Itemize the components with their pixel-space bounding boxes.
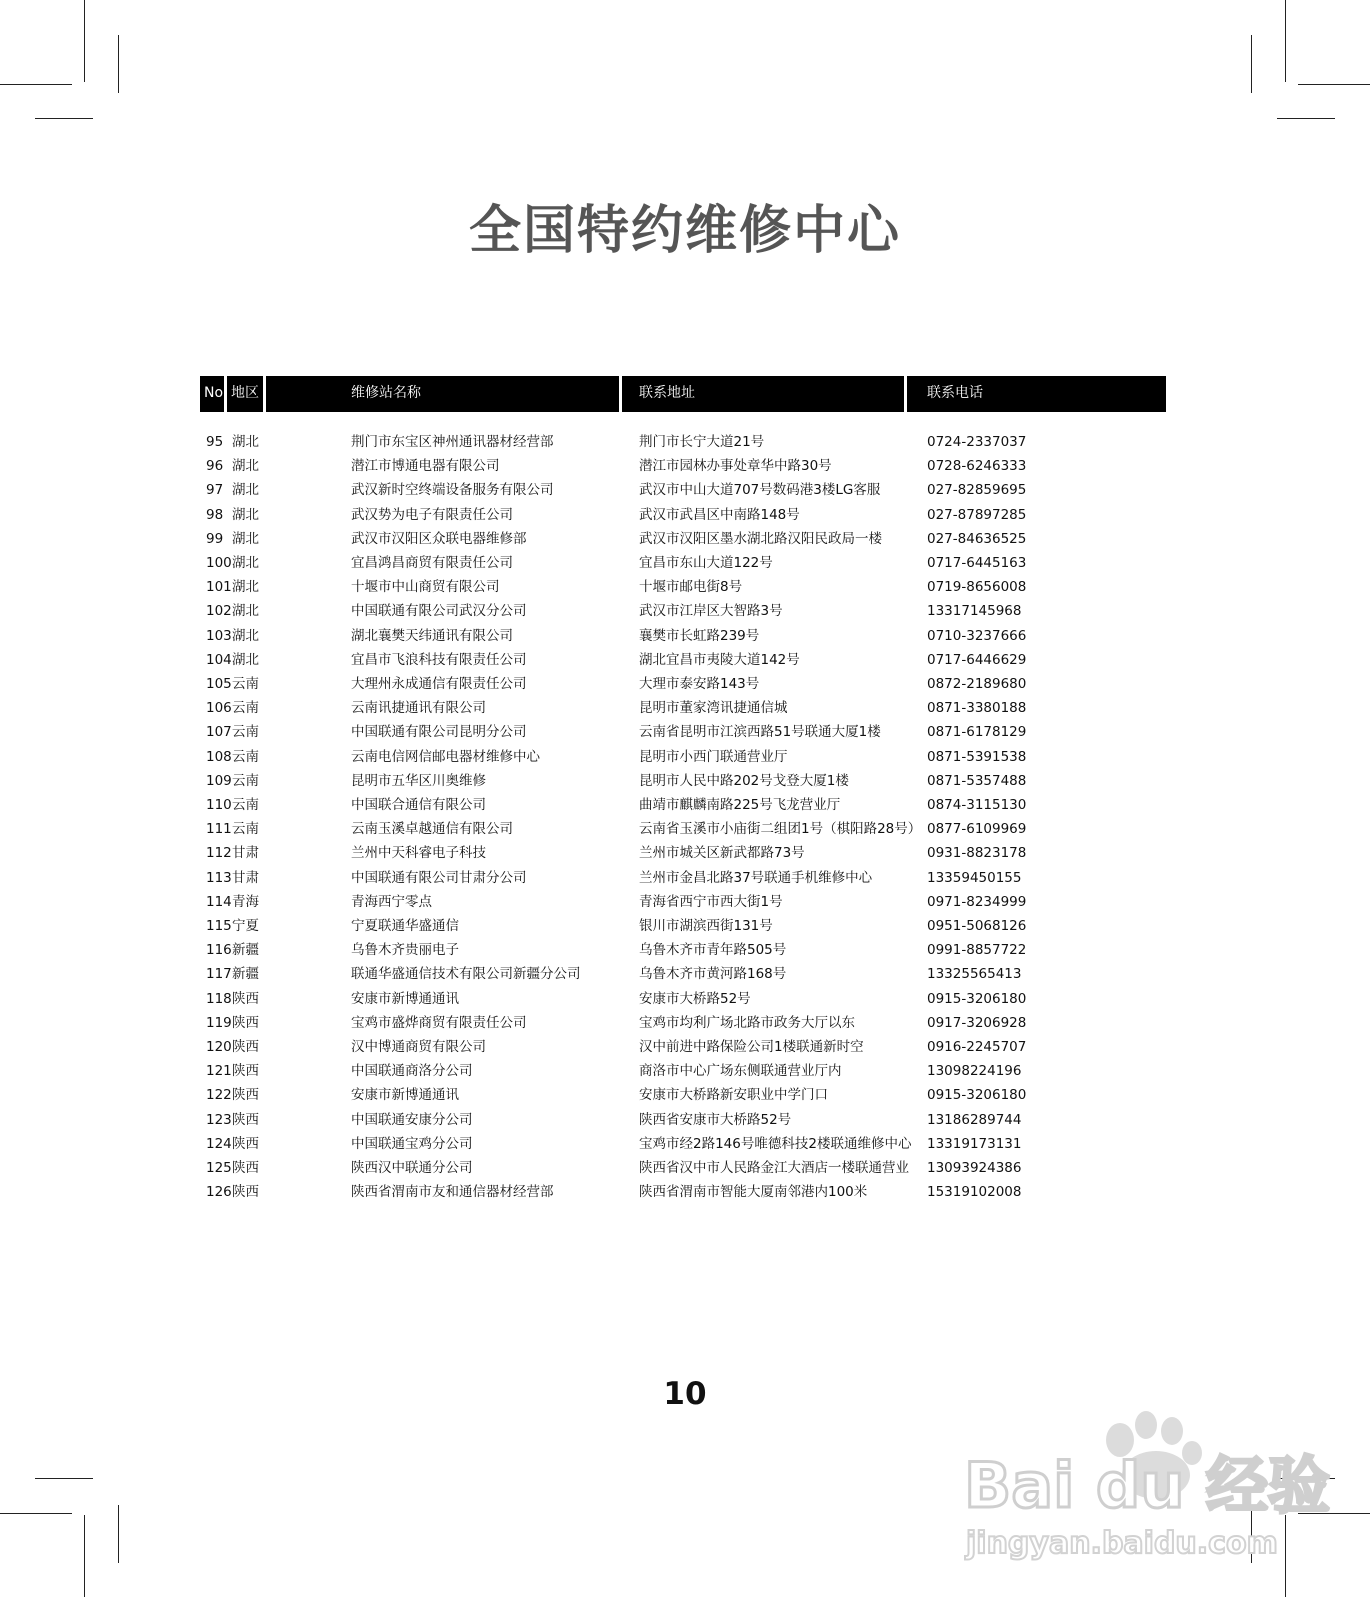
row-phone: 13186289744 (927, 1111, 1022, 1128)
table-row (0, 1132, 1370, 1156)
table-row (0, 1108, 1370, 1132)
row-phone: 13359450155 (927, 869, 1022, 886)
crop-mark (35, 1478, 93, 1479)
row-phone: 0951-5068126 (927, 918, 1027, 934)
crop-mark (1285, 0, 1286, 82)
row-name: 中国联通有限公司昆明分公司 (351, 724, 527, 741)
row-no: 123 (206, 1111, 232, 1128)
table-row (0, 866, 1370, 890)
row-region: 陕西 (232, 1087, 259, 1104)
table-row (0, 478, 1370, 502)
crop-mark (118, 1505, 119, 1563)
row-no: 121 (206, 1063, 232, 1080)
crop-mark (35, 118, 93, 119)
header-no: No (200, 376, 224, 412)
row-name: 武汉新时空终端设备服务有限公司 (351, 482, 554, 499)
table-header (0, 376, 1370, 412)
row-region: 湖北 (232, 482, 259, 499)
crop-mark (84, 1515, 85, 1597)
row-no: 122 (206, 1087, 232, 1104)
row-name: 中国联通宝鸡分公司 (351, 1135, 473, 1152)
row-no: 107 (206, 724, 232, 741)
table-row (0, 841, 1370, 865)
row-address: 武汉市汉阳区墨水湖北路汉阳民政局一楼 (639, 530, 882, 547)
row-address: 乌鲁木齐市黄河路168号 (639, 966, 787, 983)
row-no: 105 (206, 676, 232, 692)
row-phone: 027-82859695 (927, 482, 1027, 499)
table-row (0, 696, 1370, 720)
table-row (0, 1180, 1370, 1204)
table-row (0, 1083, 1370, 1107)
row-address: 宝鸡市经2路146号唯德科技2楼联通维修中心 (639, 1135, 912, 1152)
row-region: 甘肃 (232, 845, 259, 862)
row-no: 118 (206, 990, 232, 1007)
row-phone: 0931-8823178 (927, 845, 1027, 862)
table-row (0, 672, 1370, 696)
table-row (0, 454, 1370, 478)
row-no: 97 (206, 482, 224, 499)
row-region: 陕西 (232, 1111, 259, 1128)
row-name: 安康市新博通通讯 (351, 1087, 459, 1104)
row-name: 陕西汉中联通分公司 (351, 1160, 473, 1176)
row-name: 湖北襄樊天纬通讯有限公司 (351, 627, 513, 644)
table-row (0, 599, 1370, 623)
row-name: 宝鸡市盛烨商贸有限责任公司 (351, 1014, 527, 1031)
row-name: 中国联通有限公司甘肃分公司 (351, 869, 527, 886)
crop-mark (0, 84, 72, 85)
row-address: 兰州市城关区新武都路73号 (639, 845, 805, 862)
row-region: 湖北 (232, 651, 259, 668)
row-no: 108 (206, 748, 232, 765)
row-region: 新疆 (232, 966, 259, 983)
table-row (0, 503, 1370, 527)
row-phone: 0717-6445163 (927, 555, 1027, 571)
table-row (0, 769, 1370, 793)
row-region: 湖北 (232, 434, 259, 450)
table-row (0, 624, 1370, 648)
table-row (0, 527, 1370, 551)
row-address: 武汉市武昌区中南路148号 (639, 506, 800, 523)
row-region: 陕西 (232, 990, 259, 1007)
row-address: 乌鲁木齐市青年路505号 (639, 942, 787, 959)
row-phone: 13317145968 (927, 603, 1022, 620)
crop-mark (1277, 118, 1335, 119)
row-address: 昆明市人民中路202号戈登大厦1楼 (639, 772, 849, 789)
crop-mark (118, 35, 119, 93)
row-address: 昆明市董家湾讯捷通信城 (639, 700, 788, 717)
row-region: 陕西 (232, 1014, 259, 1031)
row-no: 99 (206, 530, 224, 547)
row-name: 中国联通安康分公司 (351, 1111, 473, 1128)
table-row (0, 817, 1370, 841)
row-no: 119 (206, 1014, 232, 1031)
row-no: 104 (206, 651, 232, 668)
crop-mark (0, 1513, 72, 1514)
row-phone: 027-87897285 (927, 506, 1027, 523)
row-region: 陕西 (232, 1063, 259, 1080)
row-phone: 13325565413 (927, 966, 1022, 983)
row-address: 商洛市中心广场东侧联通营业厅内 (639, 1063, 842, 1080)
row-name: 乌鲁木齐贵丽电子 (351, 942, 459, 959)
row-address: 陕西省渭南市智能大厦南邻港内100米 (639, 1184, 868, 1201)
row-phone: 0871-5357488 (927, 772, 1027, 789)
row-region: 云南 (232, 797, 259, 813)
row-phone: 0871-3380188 (927, 700, 1027, 717)
table-row (0, 962, 1370, 986)
row-address: 云南省昆明市江滨西路51号联通大厦1楼 (639, 724, 881, 741)
header-address: 联系地址 (622, 376, 904, 412)
table-row (0, 551, 1370, 575)
page-number: 10 (663, 1376, 707, 1412)
table-row (0, 1156, 1370, 1180)
row-phone: 0710-3237666 (927, 627, 1027, 644)
row-region: 新疆 (232, 942, 259, 959)
row-region: 湖北 (232, 603, 259, 620)
row-name: 潜江市博通电器有限公司 (351, 458, 500, 475)
table-row (0, 793, 1370, 817)
table-row (0, 1011, 1370, 1035)
row-address: 曲靖市麒麟南路225号飞龙营业厅 (639, 797, 841, 813)
row-phone: 13093924386 (927, 1160, 1022, 1176)
row-phone: 0719-8656008 (927, 579, 1027, 596)
row-no: 112 (206, 845, 232, 862)
crop-mark (1251, 35, 1252, 93)
row-name: 中国联通有限公司武汉分公司 (351, 603, 527, 620)
row-name: 武汉势为电子有限责任公司 (351, 506, 513, 523)
row-address: 十堰市邮电街8号 (639, 579, 743, 596)
row-region: 湖北 (232, 627, 259, 644)
row-region: 湖北 (232, 579, 259, 596)
row-region: 青海 (232, 893, 259, 910)
row-phone: 0728-6246333 (927, 458, 1027, 475)
row-region: 陕西 (232, 1135, 259, 1152)
row-no: 98 (206, 506, 224, 523)
row-name: 武汉市汉阳区众联电器维修部 (351, 530, 527, 547)
crop-mark (84, 0, 85, 82)
row-region: 云南 (232, 700, 259, 717)
header-name: 维修站名称 (266, 376, 619, 412)
row-name: 联通华盛通信技术有限公司新疆分公司 (351, 966, 581, 983)
row-address: 云南省玉溪市小庙街二组团1号（棋阳路28号） (639, 821, 922, 838)
table-row (0, 745, 1370, 769)
row-address: 湖北宜昌市夷陵大道142号 (639, 651, 800, 668)
table-row (0, 1059, 1370, 1083)
row-region: 湖北 (232, 458, 259, 475)
row-name: 云南讯捷通讯有限公司 (351, 700, 486, 717)
row-phone: 13098224196 (927, 1063, 1022, 1080)
row-phone: 0871-5391538 (927, 748, 1027, 765)
table-row (0, 938, 1370, 962)
row-name: 十堰市中山商贸有限公司 (351, 579, 500, 596)
row-no: 124 (206, 1135, 232, 1152)
row-no: 109 (206, 772, 232, 789)
row-address: 宝鸡市均利广场北路市政务大厅以东 (639, 1014, 855, 1031)
row-phone: 0874-3115130 (927, 797, 1027, 813)
row-no: 114 (206, 893, 232, 910)
row-no: 115 (206, 918, 232, 934)
row-name: 中国联通商洛分公司 (351, 1063, 473, 1080)
table-row (0, 720, 1370, 744)
row-no: 103 (206, 627, 232, 644)
row-region: 湖北 (232, 555, 259, 571)
row-address: 安康市大桥路新安职业中学门口 (639, 1087, 828, 1104)
table-row (0, 648, 1370, 672)
row-region: 云南 (232, 772, 259, 789)
row-name: 陕西省渭南市友和通信器材经营部 (351, 1184, 554, 1201)
row-name: 汉中博通商贸有限公司 (351, 1039, 486, 1055)
row-phone: 0991-8857722 (927, 942, 1027, 959)
row-region: 云南 (232, 676, 259, 692)
row-name: 大理州永成通信有限责任公司 (351, 676, 527, 692)
row-phone: 0717-6446629 (927, 651, 1027, 668)
row-no: 96 (206, 458, 224, 475)
row-phone: 15319102008 (927, 1184, 1022, 1201)
row-address: 襄樊市长虹路239号 (639, 627, 760, 644)
row-no: 102 (206, 603, 232, 620)
row-no: 101 (206, 579, 232, 596)
table-row (0, 987, 1370, 1011)
row-no: 117 (206, 966, 232, 983)
row-no: 111 (206, 821, 232, 838)
row-address: 青海省西宁市西大街1号 (639, 893, 783, 910)
row-phone: 0872-2189680 (927, 676, 1027, 692)
row-address: 潜江市园林办事处章华中路30号 (639, 458, 832, 475)
row-address: 昆明市小西门联通营业厅 (639, 748, 788, 765)
row-address: 武汉市中山大道707号数码港3楼LG客服 (639, 482, 881, 499)
row-address: 陕西省汉中市人民路金江大酒店一楼联通营业 (639, 1160, 909, 1176)
table-row (0, 914, 1370, 938)
row-region: 陕西 (232, 1160, 259, 1176)
row-region: 陕西 (232, 1184, 259, 1201)
watermark-url: jingyan.baidu.com (966, 1526, 1278, 1561)
table-row (0, 890, 1370, 914)
table-row (0, 1035, 1370, 1059)
row-name: 青海西宁零点 (351, 893, 432, 910)
row-phone: 0971-8234999 (927, 893, 1027, 910)
row-phone: 0917-3206928 (927, 1014, 1027, 1031)
row-no: 106 (206, 700, 232, 717)
row-address: 兰州市金昌北路37号联通手机维修中心 (639, 869, 873, 886)
row-no: 113 (206, 869, 232, 886)
row-no: 125 (206, 1160, 232, 1176)
row-region: 云南 (232, 748, 259, 765)
row-region: 甘肃 (232, 869, 259, 886)
baidu-watermark (960, 1395, 1331, 1565)
row-region: 湖北 (232, 506, 259, 523)
row-address: 陕西省安康市大桥路52号 (639, 1111, 792, 1128)
row-phone: 027-84636525 (927, 530, 1027, 547)
row-phone: 0877-6109969 (927, 821, 1027, 838)
table-row (0, 430, 1370, 454)
page-title: 全国特约维修中心 (468, 201, 901, 261)
row-no: 116 (206, 942, 232, 959)
row-address: 宜昌市东山大道122号 (639, 555, 773, 571)
row-name: 中国联合通信有限公司 (351, 797, 486, 813)
row-name: 宁夏联通华盛通信 (351, 918, 459, 934)
row-no: 120 (206, 1039, 232, 1055)
row-phone: 13319173131 (927, 1135, 1022, 1152)
row-address: 汉中前进中路保险公司1楼联通新时空 (639, 1039, 864, 1055)
crop-mark (1298, 84, 1370, 85)
row-no: 95 (206, 434, 224, 450)
row-name: 宜昌鸿昌商贸有限责任公司 (351, 555, 513, 571)
row-no: 110 (206, 797, 232, 813)
row-region: 云南 (232, 724, 259, 741)
header-region: 地区 (227, 376, 263, 412)
row-name: 荆门市东宝区神州通讯器材经营部 (351, 434, 554, 450)
row-phone: 0915-3206180 (927, 990, 1027, 1007)
header-phone: 联系电话 (907, 376, 1166, 412)
row-region: 湖北 (232, 530, 259, 547)
row-address: 武汉市江岸区大智路3号 (639, 603, 783, 620)
row-phone: 0915-3206180 (927, 1087, 1027, 1104)
watermark-brand: Bai du 经验 (964, 1449, 1331, 1522)
row-phone: 0871-6178129 (927, 724, 1027, 741)
table-row (0, 575, 1370, 599)
row-address: 安康市大桥路52号 (639, 990, 751, 1007)
row-region: 陕西 (232, 1039, 259, 1055)
row-name: 昆明市五华区川奥维修 (351, 772, 486, 789)
row-region: 宁夏 (232, 918, 259, 934)
row-name: 安康市新博通通讯 (351, 990, 459, 1007)
row-name: 宜昌市飞浪科技有限责任公司 (351, 651, 527, 668)
row-phone: 0724-2337037 (927, 434, 1027, 450)
row-region: 云南 (232, 821, 259, 838)
row-no: 100 (206, 555, 232, 571)
row-no: 126 (206, 1184, 232, 1201)
row-name: 云南玉溪卓越通信有限公司 (351, 821, 513, 838)
row-name: 云南电信网信邮电器材维修中心 (351, 748, 540, 765)
row-address: 大理市泰安路143号 (639, 676, 760, 692)
row-phone: 0916-2245707 (927, 1039, 1027, 1055)
row-address: 荆门市长宁大道21号 (639, 434, 765, 450)
row-name: 兰州中天科睿电子科技 (351, 845, 486, 862)
row-address: 银川市湖滨西街131号 (639, 918, 773, 934)
